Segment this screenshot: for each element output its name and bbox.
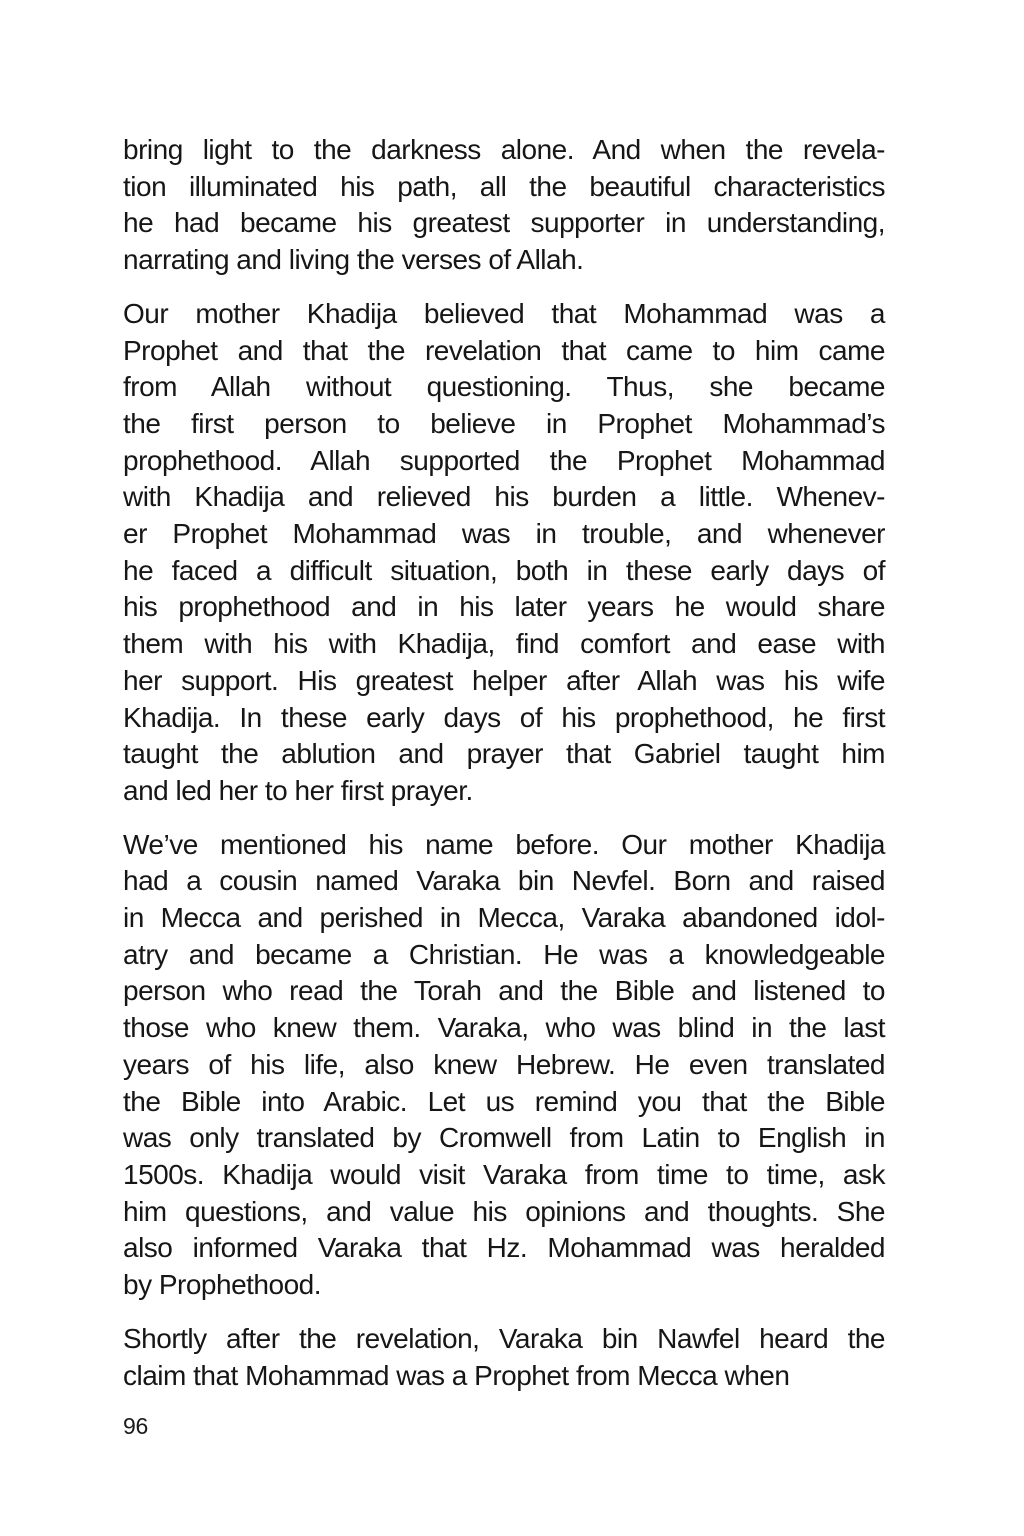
text-line: had a cousin named Varaka bin Nevfel. Born and raised xyxy=(123,865,885,897)
text-line: Khadija. In these early days of his prophethood, he first xyxy=(123,701,885,733)
text-line: he faced a difficult situation, both in these early days of xyxy=(123,554,885,586)
text-line: he had became his greatest supporter in understanding, xyxy=(123,207,885,239)
text-line: Our mother Khadija believed that Mohammad was a xyxy=(123,297,885,329)
text-line: prophethood. Allah supported the Prophet Mohammad xyxy=(123,444,885,476)
text-line: her support. His greatest helper after Allah was his wife xyxy=(123,664,885,696)
text-line: We’ve mentioned his name before. Our mother Khadija xyxy=(123,828,885,860)
text-line: taught the ablution and prayer that Gabriel taught him xyxy=(123,738,885,770)
text-line: er Prophet Mohammad was in trouble, and whenever xyxy=(123,518,885,550)
body-text xyxy=(123,132,885,1441)
text-line: tion illuminated his path, all the beautiful characteristics xyxy=(123,170,885,202)
text-line: him questions, and value his opinions and thoughts. She xyxy=(123,1195,885,1227)
text-line: was only translated by Cromwell from Latin to English in xyxy=(123,1122,885,1154)
text-line: person who read the Torah and the Bible and listened to xyxy=(123,975,885,1007)
text-line: atry and became a Christian. He was a knowledgeable xyxy=(123,938,885,970)
paragraph xyxy=(123,827,885,1304)
text-line: by Prophethood. xyxy=(123,1269,321,1301)
text-line: bring light to the darkness alone. And when the revela- xyxy=(123,134,885,165)
text-line: from Allah without questioning. Thus, she became xyxy=(123,371,885,403)
text-line: with Khadija and relieved his burden a little. Whenev- xyxy=(123,481,885,513)
text-line: narrating and living the verses of Allah. xyxy=(123,244,584,276)
page-number: 96 xyxy=(123,1413,148,1440)
paragraph xyxy=(123,296,885,810)
text-line: 1500s. Khadija would visit Varaka from time to time, ask xyxy=(123,1158,885,1190)
text-line: his prophethood and in his later years he would share xyxy=(123,591,885,623)
text-line: also informed Varaka that Hz. Mohammad was heralded xyxy=(123,1232,885,1264)
text-line: claim that Mohammad was a Prophet from Mecca when xyxy=(123,1359,790,1391)
text-line: the first person to believe in Prophet Mohammad’s xyxy=(123,407,885,439)
text-line: them with his with Khadija, find comfort and ease with xyxy=(123,628,885,660)
text-line: Prophet and that the revelation that came to him came xyxy=(123,334,885,366)
text-line: and led her to her first prayer. xyxy=(123,774,473,806)
text-line: Shortly after the revelation, Varaka bin Nawfel heard the xyxy=(123,1322,885,1354)
text-line: years of his life, also knew Hebrew. He even translated xyxy=(123,1048,885,1080)
text-line: in Mecca and perished in Mecca, Varaka abandoned idol- xyxy=(123,902,885,934)
text-line: the Bible into Arabic. Let us remind you that the Bible xyxy=(123,1085,885,1117)
paragraph xyxy=(123,132,885,279)
text-line: those who knew them. Varaka, who was blind in the last xyxy=(123,1012,885,1044)
paragraph xyxy=(123,1321,885,1394)
